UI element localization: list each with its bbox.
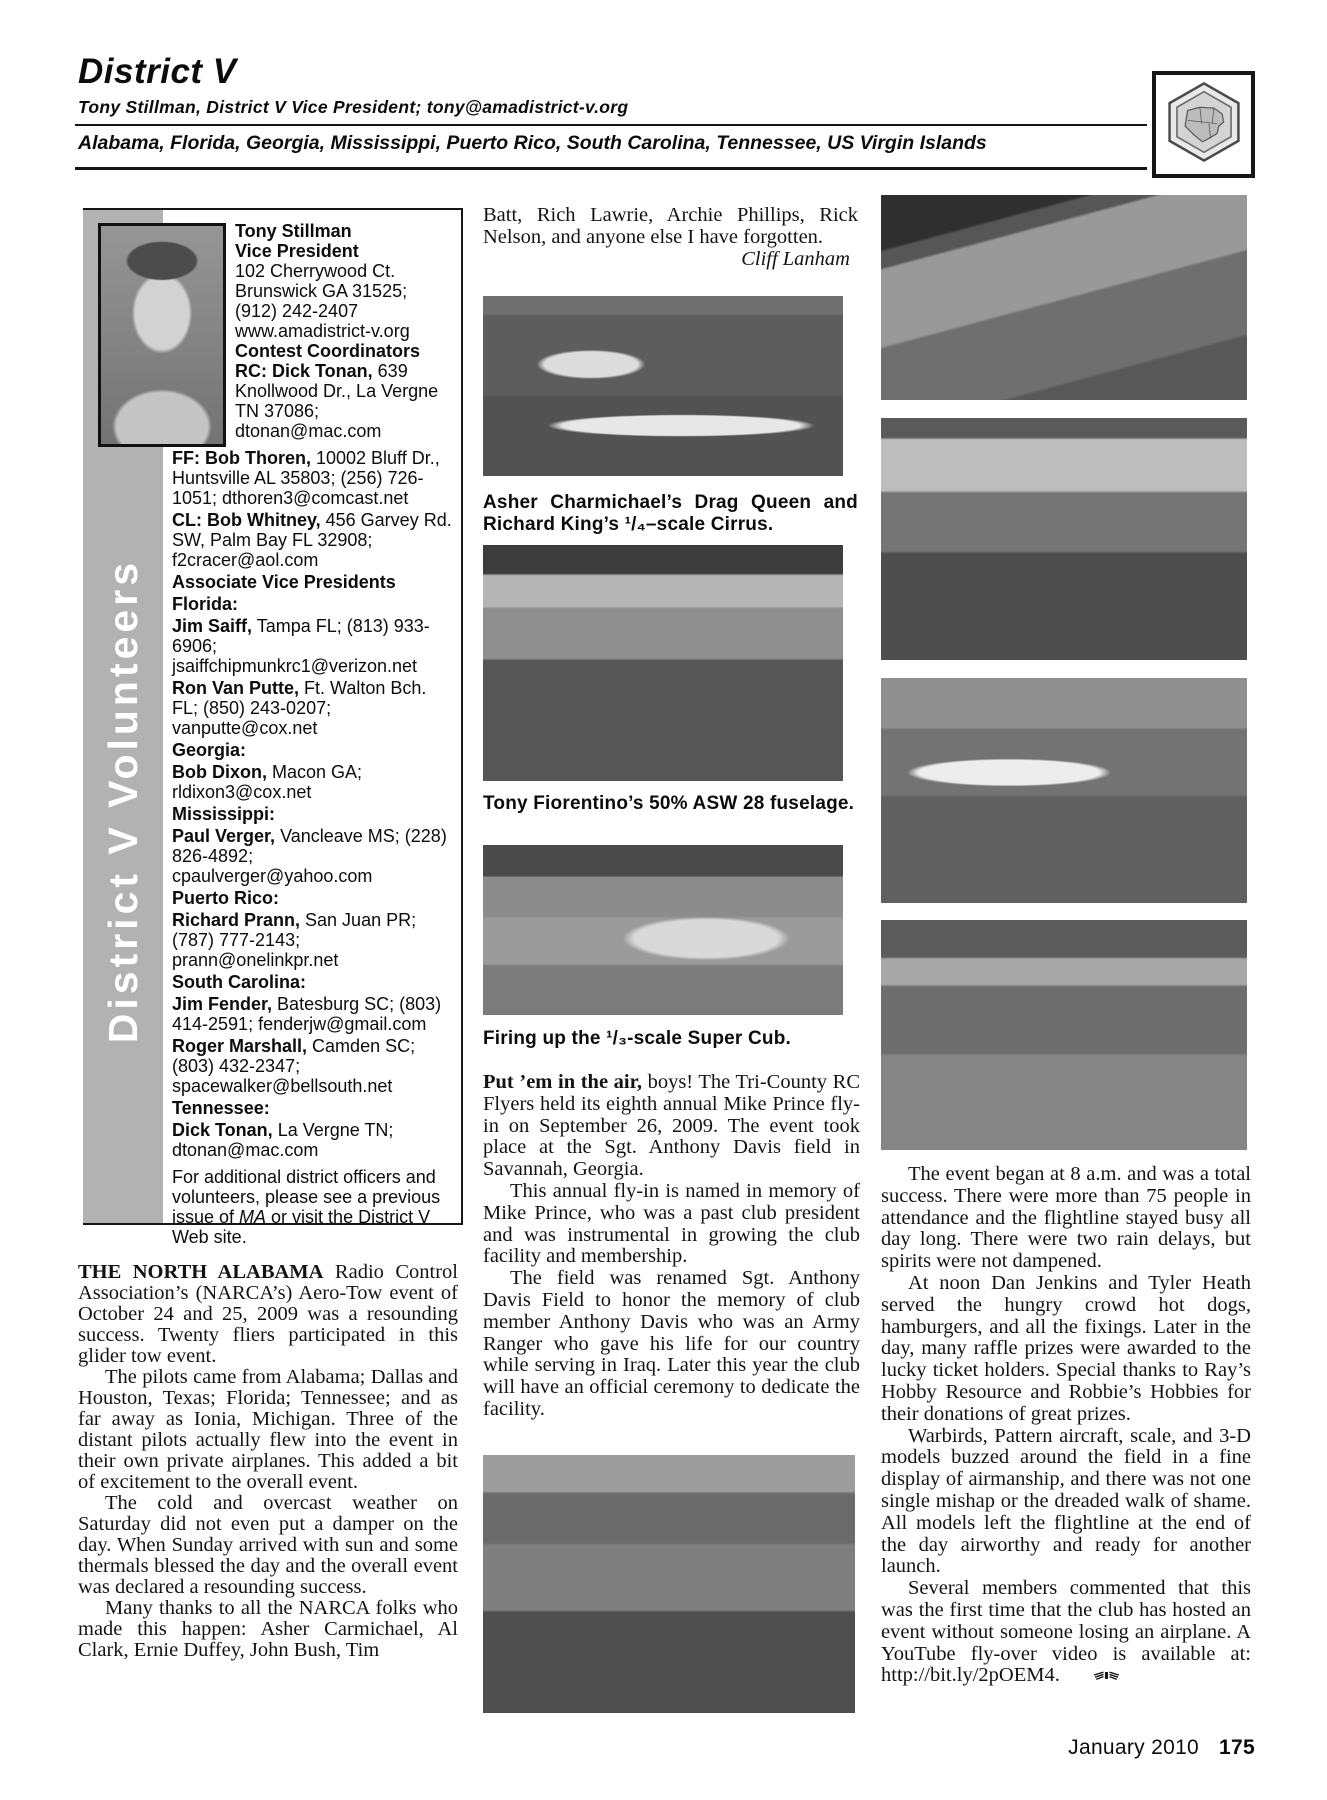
- photo-parking-and-models: [881, 418, 1247, 660]
- volunteer-entry: CL: Bob Whitney, 456 Garvey Rd. SW, Palm Bay FL 32908; f2cracer@aol.com: [172, 510, 452, 570]
- volunteer-entry: Bob Dixon, Macon GA; rldixon3@cox.net: [172, 762, 363, 802]
- header-states-list: Alabama, Florida, Georgia, Mississippi, Puerto Rico, South Carolina, Tennessee, US Virgin Islands: [78, 132, 987, 154]
- district-v-emblem-icon: [1163, 79, 1245, 170]
- volunteers-section-heading: Associate Vice Presidents: [172, 572, 396, 592]
- middle-article: [483, 1072, 860, 1421]
- contact-title: Vice President: [235, 241, 359, 261]
- article-paragraph: At noon Dan Jenkins and Tyler Heath served the hungry crowd hot dogs, hamburgers, and all the fixings. Later in the day, many raffle prizes were awarded to the lucky ticket holders. Special thanks to Ray’s Hobby Resource and Robbie’s Hobbies for their donations of great prizes.: [881, 1271, 1251, 1425]
- vp-contact-block: [235, 221, 459, 441]
- header-divider-bottom: [75, 167, 1147, 170]
- contact-phone: (912) 242-2407: [235, 301, 359, 321]
- article-paragraph: The field was renamed Sgt. Anthony Davis Field to honor the memory of club member Anthony Davis who was an Army Ranger who gave his life for our country while serving in Iraq. Later this year the club will have an official ceremony to dedicate the facility.: [483, 1267, 860, 1420]
- article-paragraph: THE NORTH ALABAMA Radio Control Association’s (NARCA’s) Aero-Tow event of October 24 and 25, 2009 was a resounding success. Twenty fliers participated in this glider tow event.: [78, 1261, 459, 1367]
- photo-caption: Asher Charmichael’s Drag Queen and Richard King’s ¹/₄–scale Cirrus.: [483, 492, 858, 535]
- article-paragraph: Many thanks to all the NARCA folks who made this happen: Asher Carmichael, Al Clark, Ernie Duffey, John Bush, Tim: [78, 1597, 458, 1661]
- article-paragraph: The pilots came from Alabama; Dallas and Houston, Texas; Florida; Tennessee; and as far away as Ionia, Michigan. Three of the distant pilots actually flew into the event in their own private airplanes. This added a bit of excitement to the overall event.: [78, 1366, 458, 1493]
- contact-heading: Contest Coordinators: [235, 341, 421, 361]
- article-paragraph: Warbirds, Pattern aircraft, scale, and 3-D models buzzed around the field in a fine display of airmanship, and there was not one single mishap or the dreaded walk of shame. All models left the flightline at the end of the day airworthy and ready for another launch.: [881, 1424, 1251, 1578]
- volunteer-entry: Paul Verger, Vancleave MS; (228) 826-4892; cpaulverger@yahoo.com: [172, 826, 447, 886]
- photo-drag-queen-and-cirrus: [483, 296, 843, 476]
- middle-article-continuation: [483, 205, 858, 270]
- footer-page-number: 175: [1219, 1736, 1255, 1759]
- volunteers-state-heading: Florida:: [172, 594, 238, 614]
- district-logo-box: [1152, 71, 1255, 178]
- volunteers-note: For additional district officers and volunteers, please see a previous issue of MA or visit the District V Web site.: [172, 1167, 441, 1247]
- contact-name: Tony Stillman: [235, 221, 352, 241]
- volunteers-state-heading: Georgia:: [172, 740, 247, 760]
- photo-food-tent-crowd: [881, 920, 1247, 1150]
- volunteer-entry: FF: Bob Thoren, 10002 Bluff Dr., Huntsville AL 35803; (256) 726-1051; dthoren3@comcast.net: [172, 448, 440, 508]
- ama-wings-icon: [1066, 1666, 1120, 1688]
- header-divider-top: [75, 124, 1147, 126]
- volunteers-panel: [83, 208, 463, 1247]
- volunteer-entry: Jim Saiff, Tampa FL; (813) 933-6906; jsaiffchipmunkrc1@verizon.net: [172, 616, 430, 676]
- photo-tent-flightline: [881, 195, 1247, 400]
- contact-address-line: Brunswick GA 31525;: [235, 281, 408, 301]
- article-paragraph: Batt, Rich Lawrie, Archie Phillips, Rick Nelson, and anyone else I have forgotten.: [483, 204, 858, 248]
- contact-rc-coordinator: RC: Dick Tonan, 639 Knollwood Dr., La Vergne TN 37086; dtonan@mac.com: [235, 361, 439, 441]
- volunteers-state-heading: Tennessee:: [172, 1098, 270, 1118]
- article-paragraph: Several members commented that this was the first time that the club has hosted an event without someone losing an airplane. A YouTube fly-over video is available at: http://bit.ly/2pOEM4.: [881, 1577, 1251, 1687]
- volunteers-list: [172, 448, 456, 1247]
- contact-website: www.amadistrict-v.org: [235, 321, 410, 341]
- volunteer-entry: Ron Van Putte, Ft. Walton Bch. FL; (850) 243-0207; vanputte@cox.net: [172, 678, 427, 738]
- right-article: [881, 1164, 1251, 1688]
- photo-glider-fuselage-shade: [881, 678, 1247, 903]
- header-byline: Tony Stillman, District V Vice President; tony@amadistrict-v.org: [78, 97, 629, 117]
- article-paragraph: The cold and overcast weather on Saturday did not even put a damper on the day. When Sunday arrived with sun and some thermals blessed the day and the overall event was declared a resounding success.: [78, 1492, 458, 1598]
- volunteers-state-heading: Puerto Rico:: [172, 888, 280, 908]
- article-paragraph: Put ’em in the air, boys! The Tri-County RC Flyers held its eighth annual Mike Prince fly-in on September 26, 2009. The event took place at the Sgt. Anthony Davis field in Savannah, Georgia.: [483, 1071, 860, 1181]
- vp-portrait-photo: [98, 223, 226, 447]
- volunteers-state-heading: Mississippi:: [172, 804, 276, 824]
- article-paragraph: The event began at 8 a.m. and was a total success. There were more than 75 people in attendance and the flightline stayed busy all day long. There were two rain delays, but spirits were not dampened.: [881, 1163, 1251, 1273]
- page-title: District V: [78, 52, 237, 91]
- photo-caption: Firing up the ¹/₃-scale Super Cub.: [483, 1028, 791, 1049]
- author-byline: Cliff Lanham: [741, 247, 850, 270]
- photo-clubhouse-pits: [483, 1455, 855, 1713]
- left-article: [78, 1262, 458, 1661]
- volunteers-vertical-label: District V Volunteers: [99, 559, 146, 1044]
- volunteer-entry: Dick Tonan, La Vergne TN; dtonan@mac.com: [172, 1120, 394, 1160]
- photo-caption: Tony Fiorentino’s 50% ASW 28 fuselage.: [483, 793, 855, 814]
- volunteers-state-heading: South Carolina:: [172, 972, 306, 992]
- article-paragraph: This annual fly-in is named in memory of Mike Prince, who was a past club president and was instrumental in growing the club facility and membership.: [483, 1179, 860, 1268]
- footer-issue-date: January 2010: [1068, 1736, 1200, 1759]
- volunteer-entry: Jim Fender, Batesburg SC; (803) 414-2591; fenderjw@gmail.com: [172, 994, 442, 1034]
- photo-asw-fuselage-field: [483, 545, 843, 781]
- page-footer: [900, 1736, 1255, 1760]
- volunteer-entry: Roger Marshall, Camden SC; (803) 432-2347; spacewalker@bellsouth.net: [172, 1036, 416, 1096]
- contact-address-line: 102 Cherrywood Ct.: [235, 261, 396, 281]
- volunteer-entry: Richard Prann, San Juan PR; (787) 777-2143; prann@onelinkpr.net: [172, 910, 417, 970]
- photo-super-cub: [483, 845, 843, 1015]
